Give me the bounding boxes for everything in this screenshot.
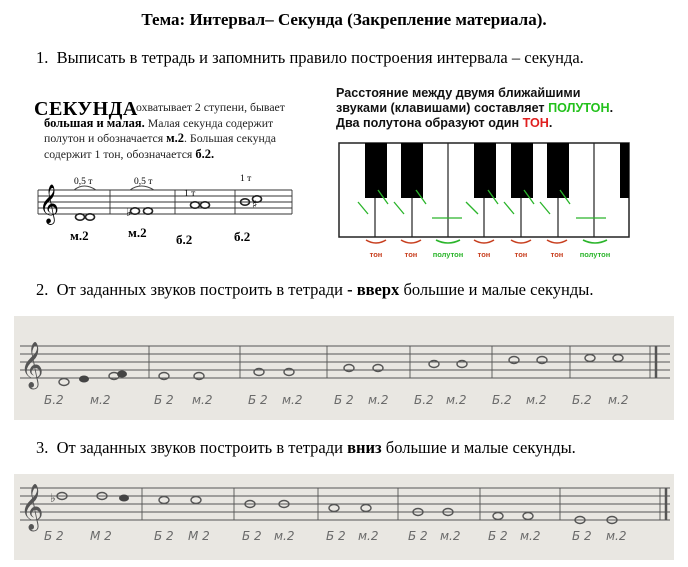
interval-label: Б 2 bbox=[154, 529, 174, 543]
interval-label: Б.2 bbox=[492, 393, 512, 407]
info-line-1: Расстояние между двумя ближайшими bbox=[336, 86, 581, 100]
interval-label: Б 2 bbox=[326, 529, 346, 543]
interval-label: м.2 bbox=[520, 529, 541, 543]
interval-label: Б 2 bbox=[334, 393, 354, 407]
interval-label: м.2 bbox=[608, 393, 629, 407]
interval-label: б.2 bbox=[234, 229, 251, 244]
page-title: Тема: Интервал– Секунда (Закрепление материала). bbox=[141, 10, 547, 29]
task-2-staff-photo bbox=[14, 316, 674, 420]
interval-label: м.2 bbox=[192, 393, 213, 407]
interval-label: Б 2 bbox=[248, 393, 268, 407]
rule-line-3-bold: м.2 bbox=[166, 131, 185, 145]
interval-label: Б.2 bbox=[572, 393, 592, 407]
interval-label: Б 2 bbox=[408, 529, 428, 543]
flat-icon: ♭ bbox=[126, 206, 132, 219]
interval-label: Б 2 bbox=[44, 529, 64, 543]
piano-keyboard bbox=[338, 142, 632, 262]
task-2-direction: - вверх bbox=[347, 280, 400, 299]
rule-line-3-end: . Большая секунда bbox=[184, 131, 277, 145]
tone-word: ТОН bbox=[522, 116, 549, 130]
interval-label: б.2 bbox=[176, 232, 193, 247]
step-label: 1 т bbox=[184, 189, 196, 199]
interval-label: Б 2 bbox=[572, 529, 592, 543]
task-1-number: 1. bbox=[36, 48, 49, 67]
second-examples-staff bbox=[30, 170, 300, 250]
treble-clef-icon: 𝄞 bbox=[20, 342, 44, 388]
interval-label: Б.2 bbox=[414, 393, 434, 407]
interval-label: Б 2 bbox=[154, 393, 174, 407]
treble-clef-icon: 𝄞 bbox=[39, 184, 60, 224]
step-label: 0,5 т bbox=[134, 177, 153, 187]
task-1-instruction: Выписать в тетрадь и запомнить правило построения интервала – секунда. bbox=[56, 48, 584, 67]
key-label: полутон bbox=[432, 250, 464, 259]
interval-label: м.2 bbox=[128, 225, 147, 240]
info-line-2-end: . bbox=[609, 101, 614, 115]
interval-label: м.2 bbox=[358, 529, 379, 543]
semitone-word: ПОЛУТОН bbox=[548, 101, 610, 115]
interval-label: м.2 bbox=[274, 529, 295, 543]
key-label: тон bbox=[477, 250, 491, 259]
task-2-instruction-end: большие и малые секунды. bbox=[399, 280, 594, 299]
task-1-text bbox=[36, 48, 584, 68]
task-3-direction: вниз bbox=[347, 438, 382, 457]
key-label: полутон bbox=[579, 250, 611, 259]
semitone-info bbox=[336, 86, 613, 131]
key-label: тон bbox=[514, 250, 528, 259]
info-line-2: звуками (клавишами) составляет bbox=[336, 101, 545, 115]
rule-line-1: охватывает 2 ступени, бывает bbox=[136, 100, 285, 114]
interval-label: Б 2 bbox=[488, 529, 508, 543]
interval-label: м.2 bbox=[368, 393, 389, 407]
key-label: тон bbox=[550, 250, 564, 259]
interval-label: Б 2 bbox=[242, 529, 262, 543]
info-line-3-end: . bbox=[548, 116, 553, 130]
task-3-instruction-end: большие и малые секунды. bbox=[381, 438, 576, 457]
info-line-3: Два полутона образуют один bbox=[336, 116, 520, 130]
task-3-staff-photo bbox=[14, 474, 674, 560]
task-3-instruction: От заданных звуков построить в тетради bbox=[56, 438, 348, 457]
interval-label: м.2 bbox=[606, 529, 627, 543]
treble-clef-icon: 𝄞 bbox=[20, 484, 44, 530]
step-label: 1 т bbox=[240, 174, 252, 184]
flat-icon: ♭ bbox=[50, 491, 56, 505]
key-label: тон bbox=[369, 250, 383, 259]
task-2-text bbox=[36, 280, 593, 300]
sharp-icon: ♯ bbox=[252, 198, 258, 211]
task-3-number: 3. bbox=[36, 438, 49, 457]
rule-line-4: содержит 1 тон, обозначается bbox=[44, 146, 193, 161]
rule-line-2-bold: большая и малая. bbox=[44, 115, 145, 130]
step-label: 0,5 т bbox=[74, 177, 93, 187]
interval-label: м.2 bbox=[70, 228, 89, 243]
key-label: тон bbox=[404, 250, 418, 259]
rule-line-2: Малая секунда содержит bbox=[147, 115, 274, 130]
task-2-instruction: От заданных звуков построить в тетради bbox=[56, 280, 348, 299]
rule-line-4-bold: б.2. bbox=[195, 146, 215, 161]
interval-label: м.2 bbox=[90, 393, 111, 407]
task-2-number: 2. bbox=[36, 280, 49, 299]
interval-label: М 2 bbox=[90, 529, 112, 543]
interval-label: м.2 bbox=[440, 529, 461, 543]
interval-label: м.2 bbox=[282, 393, 303, 407]
rule-line-3: полутон и обозначается bbox=[44, 131, 164, 145]
second-heading: СЕКУНДА bbox=[34, 98, 138, 120]
interval-label: М 2 bbox=[188, 529, 210, 543]
interval-label: Б.2 bbox=[44, 393, 64, 407]
interval-label: м.2 bbox=[526, 393, 547, 407]
task-3-text bbox=[36, 438, 576, 458]
given-notes bbox=[57, 493, 617, 524]
interval-label: м.2 bbox=[446, 393, 467, 407]
